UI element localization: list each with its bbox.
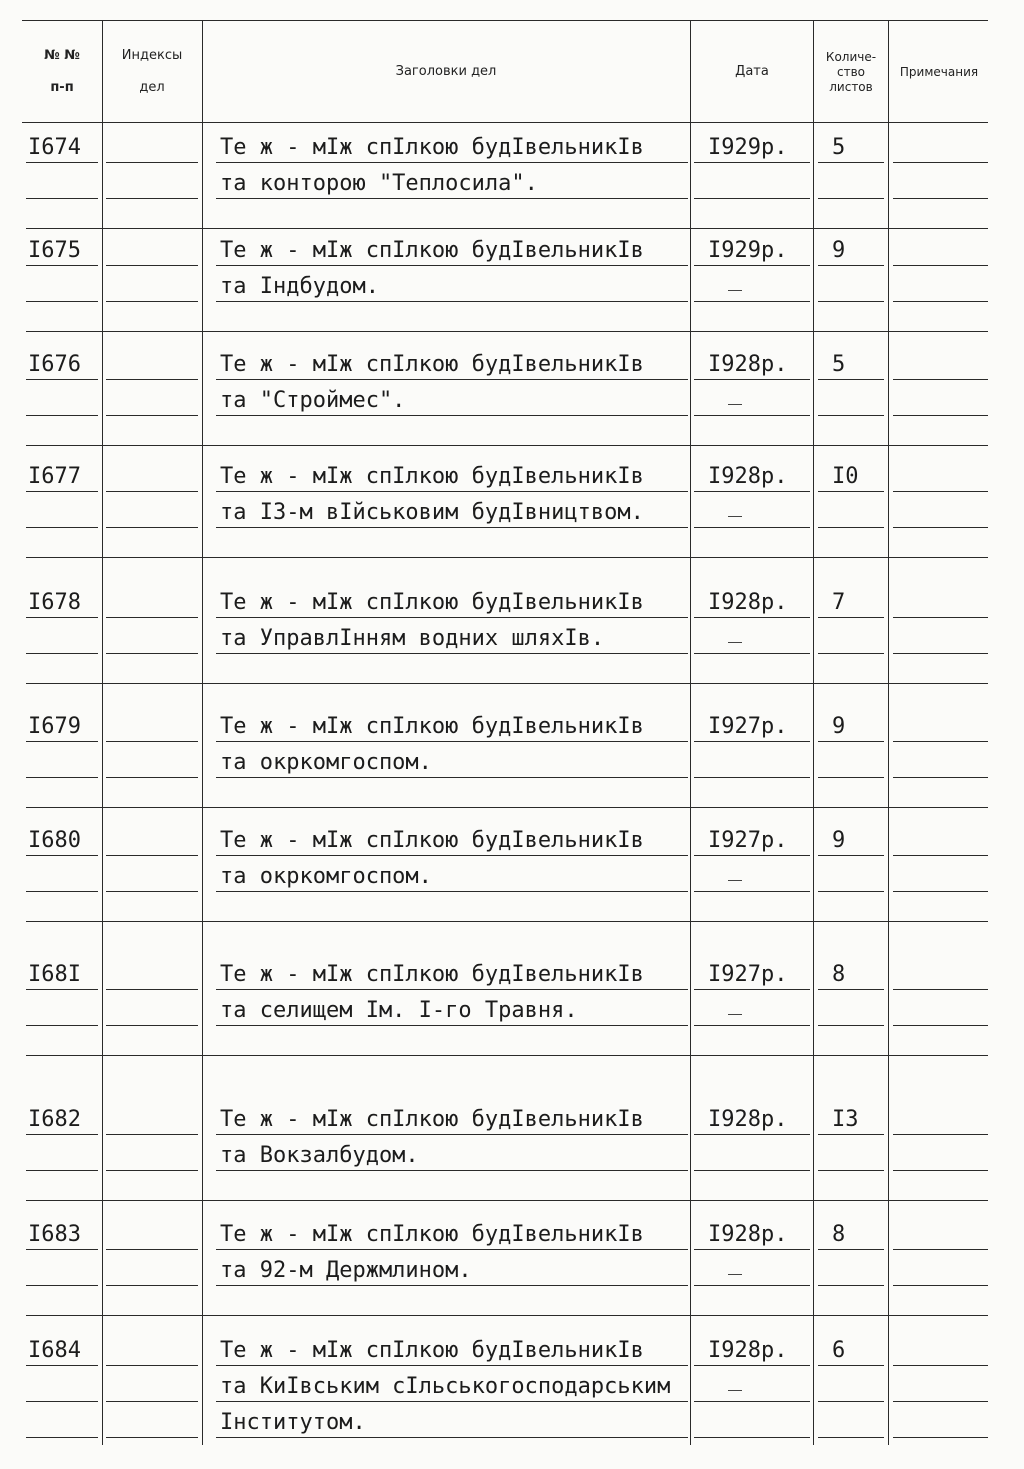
line-rule-title (216, 415, 688, 416)
line-rule-notes (893, 1401, 988, 1402)
line-rule-notes (893, 617, 988, 618)
blank-rule (26, 557, 988, 558)
line-rule-title (216, 1437, 688, 1438)
entry-date: I928р. (708, 590, 788, 615)
line-rule-date (694, 379, 810, 380)
line-rule-notes (893, 855, 988, 856)
line-rule-notes (893, 301, 988, 302)
line-rule-notes (893, 265, 988, 266)
col-rule-4 (813, 20, 814, 1445)
line-rule-title (216, 265, 688, 266)
line-rule-index (106, 1249, 198, 1250)
line-rule-notes (893, 653, 988, 654)
entry-title-line1: Те ж - мIж спIлкою будIвельникIв (220, 590, 644, 615)
entry-title-line1: Те ж - мIж спIлкою будIвельникIв (220, 238, 644, 263)
line-rule-num (26, 1170, 98, 1171)
entry-date: I928р. (708, 1107, 788, 1132)
line-rule-index (106, 491, 198, 492)
line-rule-notes (893, 527, 988, 528)
line-rule-index (106, 1134, 198, 1135)
line-rule-title (216, 891, 688, 892)
line-rule-index (106, 162, 198, 163)
line-rule-title (216, 777, 688, 778)
line-rule-num (26, 891, 98, 892)
date-dash-mark (728, 880, 742, 881)
line-rule-title (216, 1170, 688, 1171)
line-rule-sheets (818, 891, 884, 892)
header-num-bottom: п-п (50, 80, 74, 95)
line-rule-title (216, 162, 688, 163)
blank-rule (26, 445, 988, 446)
line-rule-date (694, 301, 810, 302)
line-rule-index (106, 777, 198, 778)
line-rule-num (26, 1134, 98, 1135)
line-rule-date (694, 527, 810, 528)
line-rule-sheets (818, 1249, 884, 1250)
entry-date: I928р. (708, 352, 788, 377)
date-dash-mark (728, 1274, 742, 1275)
blank-rule (26, 807, 988, 808)
line-rule-title (216, 1249, 688, 1250)
line-rule-sheets (818, 1437, 884, 1438)
entry-title-line1: Те ж - мIж спIлкою будIвельникIв (220, 828, 644, 853)
entry-sheets: 7 (832, 590, 846, 615)
line-rule-num (26, 527, 98, 528)
col-rule-3 (690, 20, 691, 1445)
line-rule-date (694, 265, 810, 266)
header-index-label (104, 48, 200, 96)
blank-rule (26, 1200, 988, 1201)
entry-sheets: I3 (832, 1107, 859, 1132)
entry-sheets: I0 (832, 464, 859, 489)
header-notes-label: Примечания (899, 65, 979, 79)
blank-rule (26, 683, 988, 684)
line-rule-sheets (818, 1401, 884, 1402)
line-rule-sheets (818, 198, 884, 199)
entry-number: I677 (28, 464, 81, 489)
header-top-rule (22, 20, 988, 21)
line-rule-title (216, 1401, 688, 1402)
line-rule-notes (893, 1134, 988, 1135)
line-rule-sheets (818, 741, 884, 742)
entry-number: I682 (28, 1107, 81, 1132)
line-rule-num (26, 301, 98, 302)
line-rule-num (26, 1285, 98, 1286)
line-rule-notes (893, 198, 988, 199)
line-rule-index (106, 1170, 198, 1171)
line-rule-date (694, 162, 810, 163)
line-rule-index (106, 265, 198, 266)
line-rule-index (106, 1285, 198, 1286)
entry-title-line2: та окркомгоспом. (220, 864, 432, 889)
line-rule-date (694, 653, 810, 654)
line-rule-date (694, 1437, 810, 1438)
blank-rule (26, 921, 988, 922)
line-rule-num (26, 198, 98, 199)
entry-number: I676 (28, 352, 81, 377)
entry-sheets: 5 (832, 352, 846, 377)
line-rule-date (694, 415, 810, 416)
line-rule-title (216, 653, 688, 654)
entry-title-line1: Те ж - мIж спIлкою будIвельникIв (220, 962, 644, 987)
line-rule-num (26, 1025, 98, 1026)
line-rule-date (694, 617, 810, 618)
entry-sheets: 9 (832, 238, 846, 263)
line-rule-title (216, 1365, 688, 1366)
header-sheets-line1: Количе- (825, 50, 877, 64)
line-rule-notes (893, 891, 988, 892)
line-rule-sheets (818, 301, 884, 302)
line-rule-title (216, 301, 688, 302)
entry-title-line1: Те ж - мIж спIлкою будIвельникIв (220, 1107, 644, 1132)
blank-rule (26, 1315, 988, 1316)
line-rule-notes (893, 1249, 988, 1250)
blank-rule (26, 331, 988, 332)
line-rule-num (26, 265, 98, 266)
line-rule-index (106, 379, 198, 380)
line-rule-index (106, 617, 198, 618)
line-rule-date (694, 855, 810, 856)
entry-sheets: 8 (832, 962, 846, 987)
entry-date: I929р. (708, 238, 788, 263)
line-rule-title (216, 617, 688, 618)
entry-title-line2: та УправлIнням водних шляхIв. (220, 626, 605, 651)
line-rule-notes (893, 1025, 988, 1026)
line-rule-title (216, 1134, 688, 1135)
line-rule-title (216, 1285, 688, 1286)
entry-number: I684 (28, 1338, 81, 1363)
line-rule-date (694, 1134, 810, 1135)
line-rule-sheets (818, 1025, 884, 1026)
line-rule-notes (893, 379, 988, 380)
entry-title-line2: та Iндбудом. (220, 274, 379, 299)
line-rule-sheets (818, 1170, 884, 1171)
line-rule-num (26, 162, 98, 163)
line-rule-notes (893, 1285, 988, 1286)
line-rule-notes (893, 491, 988, 492)
line-rule-title (216, 855, 688, 856)
line-rule-num (26, 379, 98, 380)
line-rule-index (106, 415, 198, 416)
line-rule-sheets (818, 617, 884, 618)
entry-title-line1: Те ж - мIж спIлкою будIвельникIв (220, 714, 644, 739)
entry-title-line2: та "Строймес". (220, 388, 406, 413)
header-sheets-label (814, 50, 888, 95)
line-rule-num (26, 989, 98, 990)
header-sheets-line2: ство (836, 65, 865, 79)
entry-sheets: 9 (832, 828, 846, 853)
line-rule-sheets (818, 527, 884, 528)
entry-title-line1: Те ж - мIж спIлкою будIвельникIв (220, 352, 644, 377)
line-rule-title (216, 379, 688, 380)
line-rule-date (694, 1285, 810, 1286)
entry-number: I674 (28, 135, 81, 160)
line-rule-num (26, 1249, 98, 1250)
line-rule-date (694, 741, 810, 742)
line-rule-sheets (818, 1365, 884, 1366)
entry-title-line1: Те ж - мIж спIлкою будIвельникIв (220, 1338, 644, 1363)
line-rule-index (106, 1437, 198, 1438)
line-rule-num (26, 1401, 98, 1402)
line-rule-date (694, 1249, 810, 1250)
line-rule-index (106, 198, 198, 199)
line-rule-num (26, 617, 98, 618)
line-rule-index (106, 741, 198, 742)
entry-date: I928р. (708, 1222, 788, 1247)
line-rule-notes (893, 1365, 988, 1366)
line-rule-num (26, 741, 98, 742)
entry-date: I927р. (708, 962, 788, 987)
line-rule-sheets (818, 379, 884, 380)
line-rule-index (106, 891, 198, 892)
entry-title-line2: та 92-м Держмлином. (220, 1258, 472, 1283)
line-rule-index (106, 989, 198, 990)
date-dash-mark (728, 642, 742, 643)
line-rule-notes (893, 741, 988, 742)
line-rule-sheets (818, 491, 884, 492)
line-rule-sheets (818, 777, 884, 778)
line-rule-notes (893, 1437, 988, 1438)
entry-sheets: 6 (832, 1338, 846, 1363)
header-title-label: Заголовки дел (395, 64, 497, 79)
entry-title-line1: Те ж - мIж спIлкою будIвельникIв (220, 1222, 644, 1247)
line-rule-date (694, 891, 810, 892)
entry-title-line2: та I3-м вIйськовим будIвництвом. (220, 500, 644, 525)
date-dash-mark (728, 1390, 742, 1391)
col-rule-1 (102, 20, 103, 1445)
line-rule-index (106, 1365, 198, 1366)
line-rule-date (694, 1401, 810, 1402)
line-rule-sheets (818, 1134, 884, 1135)
line-rule-notes (893, 1170, 988, 1171)
line-rule-date (694, 1170, 810, 1171)
line-rule-index (106, 1025, 198, 1026)
line-rule-date (694, 1025, 810, 1026)
line-rule-index (106, 653, 198, 654)
entry-title-line1: Те ж - мIж спIлкою будIвельникIв (220, 464, 644, 489)
line-rule-date (694, 1365, 810, 1366)
entry-title-line2: та окркомгоспом. (220, 750, 432, 775)
line-rule-title (216, 741, 688, 742)
entry-sheets: 5 (832, 135, 846, 160)
entry-number: I679 (28, 714, 81, 739)
line-rule-sheets (818, 415, 884, 416)
header-bottom-rule (22, 122, 988, 123)
entry-title-line2: та конторою "Теплосила". (220, 171, 538, 196)
line-rule-notes (893, 162, 988, 163)
line-rule-date (694, 491, 810, 492)
line-rule-num (26, 415, 98, 416)
line-rule-title (216, 989, 688, 990)
line-rule-notes (893, 777, 988, 778)
entry-title-line2: та Вокзалбудом. (220, 1143, 419, 1168)
line-rule-sheets (818, 1285, 884, 1286)
entry-number: I680 (28, 828, 81, 853)
line-rule-index (106, 855, 198, 856)
line-rule-sheets (818, 989, 884, 990)
header-index-bottom: дел (139, 80, 165, 95)
header-index-top: Индексы (121, 48, 183, 63)
entry-title-line2: та селищем Iм. I-го Травня. (220, 998, 578, 1023)
date-dash-mark (728, 1014, 742, 1015)
date-dash-mark (728, 404, 742, 405)
entry-date: I927р. (708, 828, 788, 853)
line-rule-notes (893, 415, 988, 416)
line-rule-num (26, 1365, 98, 1366)
header-sheets-line3: листов (829, 80, 873, 94)
line-rule-date (694, 198, 810, 199)
line-rule-notes (893, 989, 988, 990)
entry-number: I675 (28, 238, 81, 263)
line-rule-num (26, 653, 98, 654)
entry-date: I929р. (708, 135, 788, 160)
line-rule-num (26, 777, 98, 778)
line-rule-num (26, 1437, 98, 1438)
entry-date: I928р. (708, 464, 788, 489)
header-date-label: Дата (735, 64, 769, 79)
header-num-label (28, 48, 96, 96)
line-rule-index (106, 527, 198, 528)
line-rule-date (694, 777, 810, 778)
line-rule-num (26, 855, 98, 856)
line-rule-index (106, 301, 198, 302)
entry-number: I68I (28, 962, 81, 987)
entry-date: I927р. (708, 714, 788, 739)
entry-number: I683 (28, 1222, 81, 1247)
line-rule-title (216, 198, 688, 199)
line-rule-sheets (818, 265, 884, 266)
line-rule-sheets (818, 855, 884, 856)
line-rule-title (216, 1025, 688, 1026)
entry-title-line1: Те ж - мIж спIлкою будIвельникIв (220, 135, 644, 160)
line-rule-sheets (818, 162, 884, 163)
line-rule-title (216, 491, 688, 492)
blank-rule (26, 1055, 988, 1056)
col-rule-5 (888, 20, 889, 1445)
entry-title-line3: Iнститутом. (220, 1410, 366, 1435)
header-num-top: № № (44, 48, 80, 63)
col-rule-2 (202, 20, 203, 1445)
date-dash-mark (728, 516, 742, 517)
line-rule-index (106, 1401, 198, 1402)
entry-sheets: 8 (832, 1222, 846, 1247)
blank-rule (26, 228, 988, 229)
entry-sheets: 9 (832, 714, 846, 739)
entry-date: I928р. (708, 1338, 788, 1363)
line-rule-sheets (818, 653, 884, 654)
entry-number: I678 (28, 590, 81, 615)
date-dash-mark (728, 290, 742, 291)
line-rule-title (216, 527, 688, 528)
line-rule-num (26, 491, 98, 492)
line-rule-date (694, 989, 810, 990)
entry-title-line2: та КиIвським сIльськогосподарським (220, 1374, 671, 1399)
